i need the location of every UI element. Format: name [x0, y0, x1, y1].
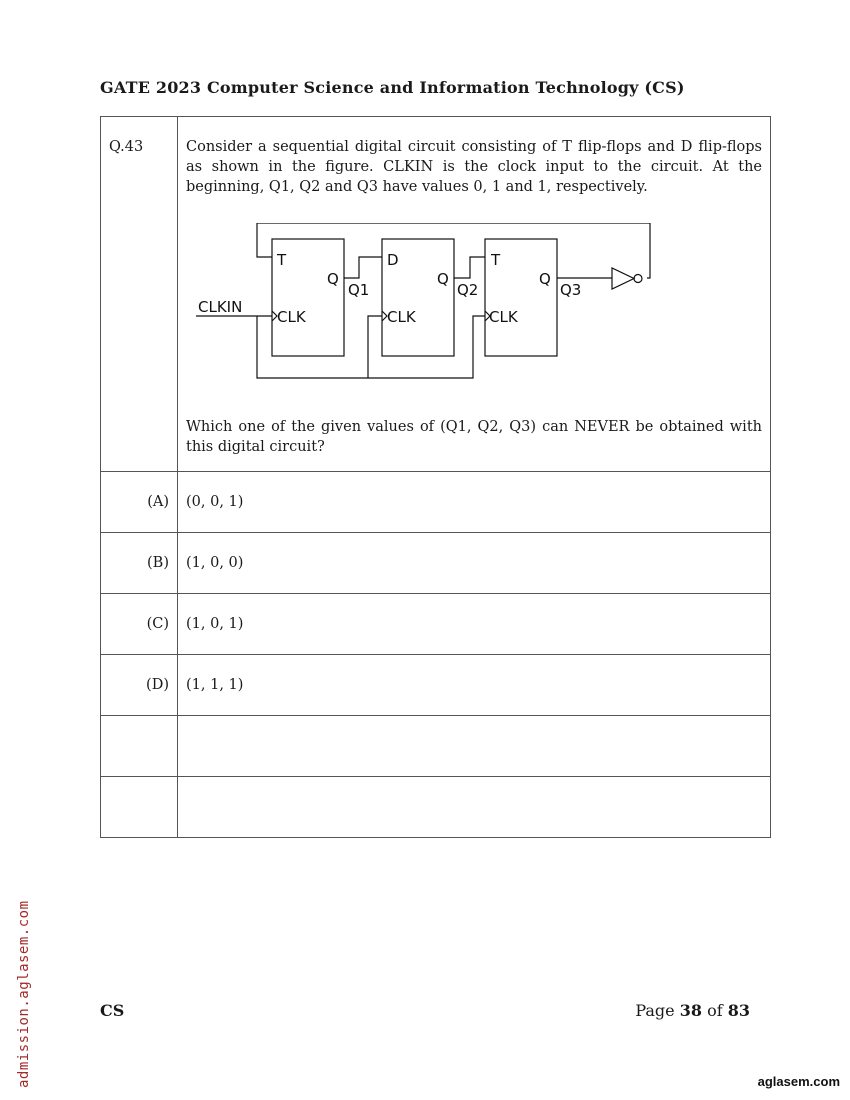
- footer-page-info: [635, 1001, 750, 1020]
- option-row-c[interactable]: [101, 594, 771, 655]
- option-label: (B): [101, 533, 178, 594]
- vertical-watermark: admission.aglasem.com: [16, 900, 32, 1088]
- question-row: [101, 117, 771, 472]
- question-text: Consider a sequential digital circuit consisting of T flip-flops and D flip-flops as shown in the figure. CLKIN is the clock input to the circuit. At the beginning, Q1, Q2 and Q3 have values 0, 1 and 1, respectively.: [186, 139, 762, 195]
- option-value: (1, 0, 1): [178, 594, 771, 655]
- ff1-input-label: T: [277, 251, 287, 269]
- ff3-input-label: T: [491, 251, 501, 269]
- ff1-clk-label: CLK: [277, 308, 306, 326]
- question-table: [100, 116, 771, 838]
- option-value: (1, 1, 1): [178, 655, 771, 716]
- ff2-input-label: D: [387, 251, 399, 269]
- clkin-label: CLKIN: [198, 298, 243, 316]
- option-label: (C): [101, 594, 178, 655]
- option-label: (A): [101, 472, 178, 533]
- empty-row: [101, 716, 771, 777]
- question-body: [178, 117, 771, 472]
- option-row-d[interactable]: [101, 655, 771, 716]
- circuit-diagram: [188, 223, 658, 393]
- q2-label: Q2: [457, 281, 479, 299]
- ff2-clk-label: CLK: [387, 308, 416, 326]
- footer-subject: CS: [100, 1001, 125, 1020]
- empty-cell: [178, 777, 771, 838]
- ff3-output-label: Q: [539, 270, 551, 288]
- ff3-clk-label: CLK: [489, 308, 518, 326]
- site-watermark: aglasem.com: [757, 1074, 840, 1089]
- page-header-title: GATE 2023 Computer Science and Information Technology (CS): [100, 78, 685, 97]
- ff2-output-label: Q: [437, 270, 449, 288]
- q3-label: Q3: [560, 281, 582, 299]
- not-gate: [612, 268, 634, 289]
- empty-cell: [178, 716, 771, 777]
- option-row-a[interactable]: [101, 472, 771, 533]
- of-word: of: [707, 1001, 723, 1020]
- page-word: Page: [635, 1001, 675, 1020]
- question-followup: Which one of the given values of (Q1, Q2, Q3) can NEVER be obtained with this digital circuit?: [186, 419, 762, 455]
- q1-label: Q1: [348, 281, 370, 299]
- empty-cell: [101, 716, 178, 777]
- page-number: 38: [679, 1001, 702, 1020]
- empty-cell: [101, 777, 178, 838]
- option-row-b[interactable]: [101, 533, 771, 594]
- option-label: (D): [101, 655, 178, 716]
- option-value: (0, 0, 1): [178, 472, 771, 533]
- ff1-output-label: Q: [327, 270, 339, 288]
- empty-row: [101, 777, 771, 838]
- total-pages: 83: [727, 1001, 750, 1020]
- option-value: (1, 0, 0): [178, 533, 771, 594]
- question-number: Q.43: [101, 117, 178, 472]
